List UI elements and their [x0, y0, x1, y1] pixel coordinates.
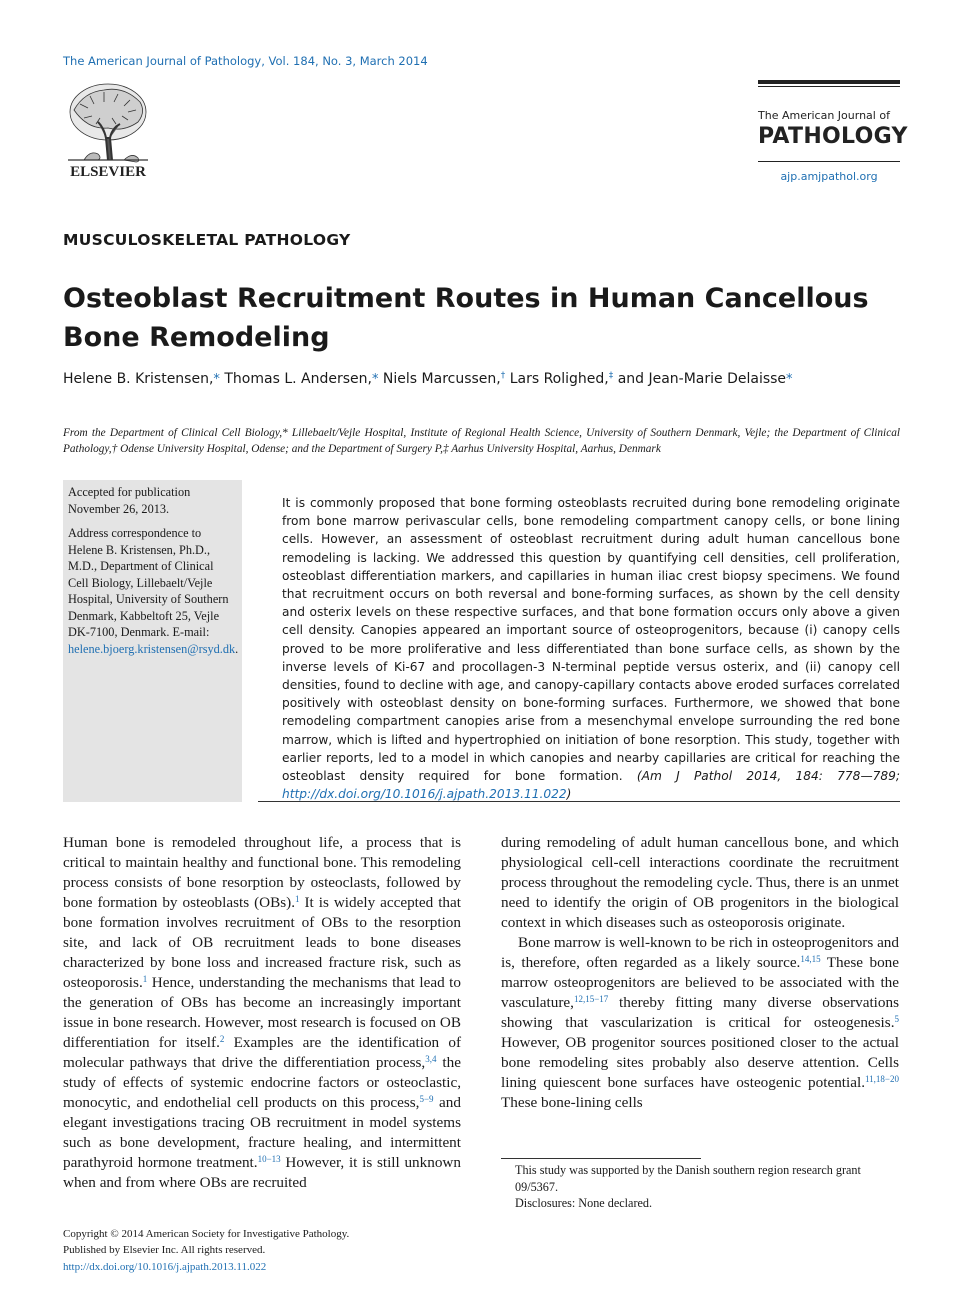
body-text: and elegant investigations tracing OB recruitment in model systems such as bone development, fracture healing, and intermittent parathyroid hormone treatment. [63, 1094, 461, 1171]
email-link[interactable]: helene.bjoerg.kristensen@rsyd.dk [68, 641, 236, 656]
body-column-right [501, 833, 899, 1113]
author-name: Lars Rolighed, [509, 371, 609, 387]
reference-link[interactable]: 2 [219, 1034, 225, 1044]
author-affiliation-mark[interactable]: ‡ [608, 371, 614, 381]
footnote-divider [501, 1158, 701, 1159]
brand-rule-bottom [758, 161, 900, 162]
accepted-date: Accepted for publication November 26, 2013. [68, 485, 191, 516]
body-text: However, it is still unknown when and from where OBs are recruited [63, 1154, 461, 1191]
copyright-line: Copyright © 2014 American Society for Investigative Pathology. [63, 1228, 350, 1240]
body-paragraph [63, 833, 461, 1193]
author-name: and Jean-Marie Delaisse [617, 371, 787, 387]
funding-statement: This study was supported by the Danish southern region research grant 09/5367. [515, 1163, 861, 1194]
reference-link[interactable]: 12,15−17 [573, 994, 609, 1004]
body-text: These bone marrow osteoprogenitors are believed to be associated with the vasculature, [501, 954, 900, 1011]
author-list [63, 371, 793, 387]
body-text: Examples are the identification of molecular pathways that drive the differentiation process, [63, 1034, 461, 1071]
reference-link[interactable]: 5−9 [419, 1094, 434, 1104]
body-text: Human bone is remodeled throughout life, a process that is critical to maintain healthy and functional bone. This remodeling process consists of bone resorption by osteoclasts, followed by bone formation by osteoblasts (OBs). [63, 834, 461, 911]
email-end: . [235, 641, 239, 656]
email-label: E-mail: [172, 625, 210, 639]
reference-link[interactable]: 14,15 [800, 954, 821, 964]
article-info-sidebar [63, 480, 242, 802]
abstract-text: It is commonly proposed that bone forming osteoblasts recruited during bone remodeling originate from bone marrow perivascular cells, bone remodeling compartment canopy cells, or bone lining cells. However, an assessment of osteoblast recruitment during adult human cancellous bone remodeling is lacking. We addressed this question by quantifying cell densities, cell proliferation, osteoblast differentiation markers, and capillaries in human iliac crest biopsy specimens. We found that recruitment occurs on both reversal and bone-forming surfaces, as shown by the cell density and osterix levels on these respective surfaces, and that bone formation occurs only above a given cell density. Canopies appeared an important source of osteoprogenitors, because (i) canopy cells proved to be more proliferative and less differentiated than bone surface cells, as shown by the inverse levels of Ki-67 and procollagen-3 N-terminal peptide versus osterix, and (ii) canopy cell densities, found to decline with age, and canopy-capillary contacts above eroded surfaces correlated positively with osteoblast density on bone-forming surfaces. Furthermore, we showed that bone remodeling compartment canopies arise from a mesenchymal envelope surrounding the red bone marrow, which is lifted and hypertrophied on initiation of bone resorption. This study, together with earlier reports, led to a model in which canopies and nearby capillaries are critical for reaching the osteoblast density required for bone formation. [282, 496, 900, 784]
author-affiliation-mark[interactable]: † [500, 371, 506, 381]
elsevier-logo [60, 80, 156, 180]
doi-link[interactable]: http://dx.doi.org/10.1016/j.ajpath.2013.11.022 [282, 787, 567, 802]
copyright-footer [63, 1226, 349, 1275]
brand-subtitle: The American Journal of [758, 109, 890, 122]
journal-citation-line: The American Journal of Pathology, Vol. 184, No. 3, March 2014 [63, 54, 428, 68]
reference-link[interactable]: 3,4 [425, 1054, 437, 1064]
brand-rule-top [758, 80, 900, 84]
citation-end: ) [566, 787, 572, 802]
body-paragraph [501, 933, 899, 1113]
body-text: These bone-lining cells [501, 1094, 643, 1111]
footer-doi-link[interactable]: http://dx.doi.org/10.1016/j.ajpath.2013.11.022 [63, 1260, 267, 1273]
disclosures: Disclosures: None declared. [515, 1196, 653, 1210]
author-affiliation-mark[interactable]: * [213, 372, 220, 387]
body-text: the study of effects of systemic endocrine factors or osteoclastic, monocytic, and endothelial cell products on this process, [63, 1054, 461, 1111]
body-text: It is widely accepted that bone formation involves recruitment of OBs to the resorption site, and lack of OB recruitment leads to bone diseases characterized by bone loss and increased fracture risk, such as osteoporosis. [63, 894, 461, 991]
publisher-line: Published by Elsevier Inc. All rights reserved. [63, 1244, 266, 1257]
author-name: Niels Marcussen, [382, 371, 501, 387]
abstract-citation: (Am J Pathol 2014, 184: 778—789; [636, 769, 900, 784]
reference-link[interactable]: 1 [295, 894, 300, 904]
address-text: Address correspondence to Helene B. Kristensen, Ph.D., M.D., Department of Clinical Cell Biology, Lillebaelt/Vejle Hospital, University of Southern Denmark, Kabbeltoft 25, Vejle DK-7100, Denmark. [68, 526, 229, 639]
publisher-name: ELSEVIER [70, 164, 146, 180]
affiliations: From the Department of Clinical Cell Biology,* Lillebaelt/Vejle Hospital, Institute of Regional Health Science, University of Southern Denmark, Vejle; the Department of Clinical Pathology,† Odense University Hospital, Odense; and the Department of Surgery P,‡ Aarhus University Hospital, Aarhus, Denmark [63, 427, 900, 455]
funding-footnote [501, 1162, 899, 1212]
abstract [282, 494, 900, 803]
journal-url-link[interactable]: ajp.amjpathol.org [780, 170, 878, 183]
author-name: Helene B. Kristensen, [63, 371, 214, 387]
elsevier-tree-icon [60, 80, 156, 180]
author-affiliation-mark[interactable]: * [786, 372, 793, 387]
body-text: However, OB progenitor sources positioned closer to the actual bone remodeling sites probably also deserve attention. Cells lining quiescent bone surfaces have osteogenic potential. [501, 1034, 899, 1091]
body-text: thereby fitting many diverse observations showing that vascularization is critical for osteogenesis. [501, 994, 899, 1031]
author-affiliation-mark[interactable]: * [371, 372, 379, 387]
article-title: Osteoblast Recruitment Routes in Human Cancellous Bone Remodeling [63, 283, 869, 353]
body-text: Bone marrow is well-known to be rich in osteoprogenitors and is, therefore, often regarded as a likely source. [501, 934, 899, 971]
reference-link[interactable]: 10−13 [257, 1154, 281, 1164]
brand-rule-thin [758, 86, 900, 87]
author-name: Thomas L. Andersen, [224, 371, 372, 387]
brand-title: PATHOLOGY [758, 124, 908, 149]
correspondence-address [68, 525, 239, 657]
body-column-left [63, 833, 461, 1193]
reference-link[interactable]: 5 [894, 1014, 899, 1024]
abstract-divider [258, 801, 900, 802]
section-heading: MUSCULOSKELETAL PATHOLOGY [63, 231, 351, 249]
reference-link[interactable]: 1 [142, 974, 148, 984]
body-paragraph: during remodeling of adult human cancellous bone, and which physiological cell-cell interactions coordinate the recruitment process throughout the remodeling cycle. Thus, there is an unmet need to identify the origin of OB progenitors in the biological context in which diseases such as osteoporosis originate. [501, 834, 899, 931]
journal-brand [758, 80, 908, 183]
reference-link[interactable]: 11,18−20 [865, 1074, 899, 1084]
body-text: Hence, understanding the mechanisms that lead to the generation of OBs has become an increasingly important issue in bone research. However, most research is focused on OB differentiation for itself. [63, 974, 461, 1051]
